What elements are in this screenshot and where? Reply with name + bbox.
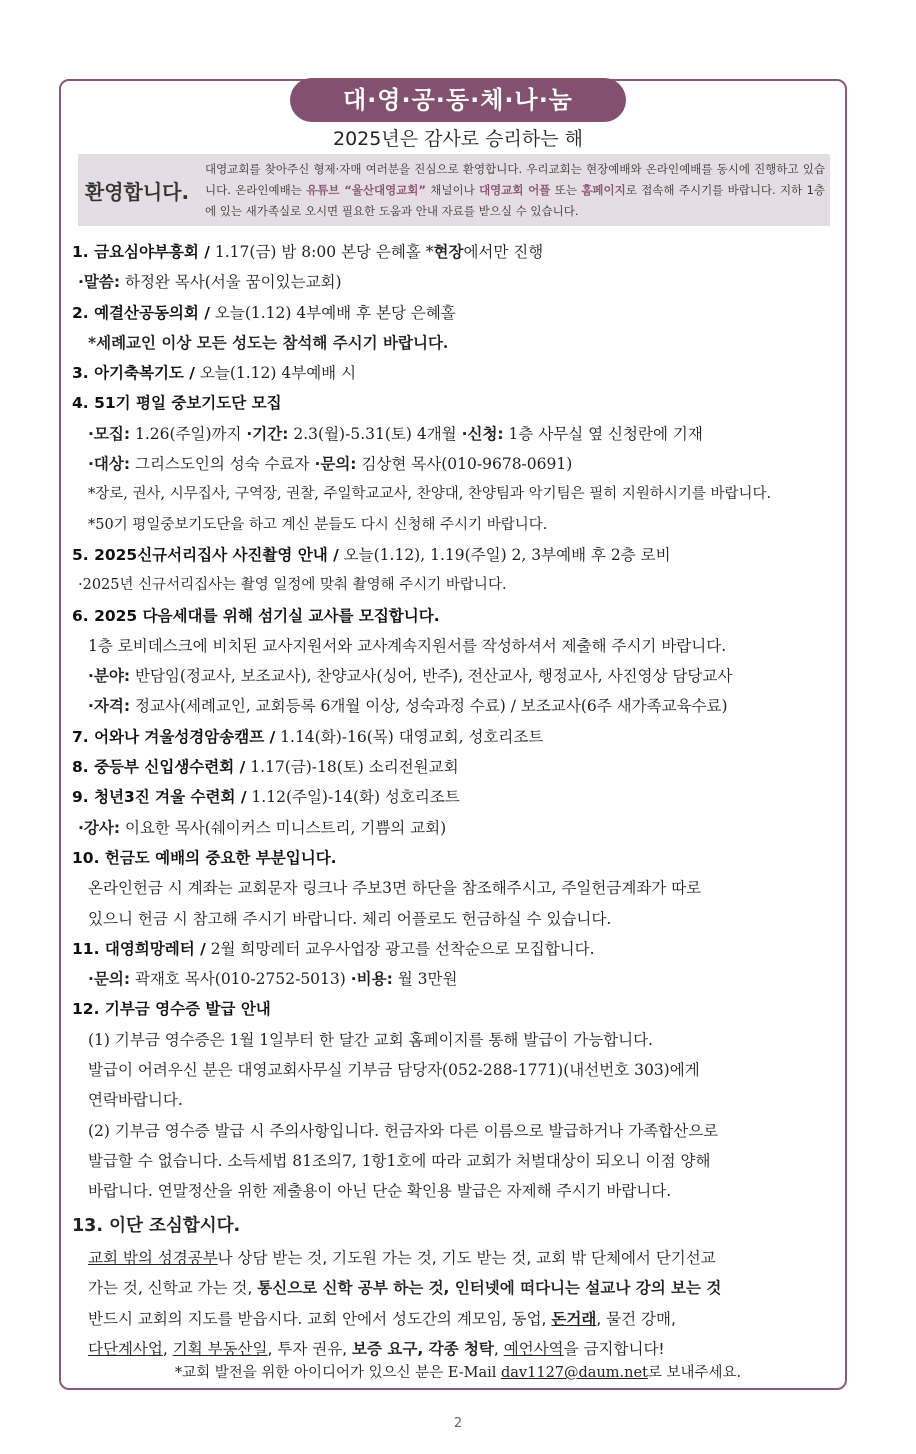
item-10-detail: 온라인헌금 시 계좌는 교회문자 링크나 주보3면 하단을 참조해주시고, 주일헌금계좌가 따로	[88, 879, 702, 898]
welcome-text-part: 대영교회를 찾아주신 형제·자매 여러분을 진심으로 환영합니다. 우리교회는 현장예배와 온라인예배를 동시에 진행하고 있습니다. 온라인예배는	[205, 162, 825, 197]
detail-text: 을 금지합니다!	[563, 1340, 665, 1358]
item-12: 12. 기부금 영수증 발급 안내	[72, 1000, 271, 1019]
item-heading: 5. 2025신규서리집사 사진촬영 안내 /	[72, 545, 339, 564]
item-6-detail	[72, 691, 842, 721]
detail-text: 하정완 목사(서울 꿈이있는교회)	[120, 273, 342, 292]
detail-text: 1.26(주일)까지	[130, 424, 247, 443]
item-5-detail: ·2025년 신규서리집사는 촬영 일정에 맞춰 촬영해 주시기 바랍니다.	[78, 577, 507, 594]
youtube-channel: 유튜브 “울산대영교회”	[306, 183, 426, 197]
detail-text: 김상현 목사(010-9678-0691)	[356, 455, 573, 474]
item-heading: 1. 금요심야부흥회 /	[72, 243, 210, 261]
detail-text: 교회 밖의 성경공부	[88, 1248, 218, 1267]
welcome-text-part: 또는	[550, 183, 582, 197]
item-4-detail	[72, 449, 842, 479]
item-12-detail: 연락바랍니다.	[88, 1091, 183, 1110]
detail-label: ·분야:	[88, 667, 131, 686]
item-text: 1.14(화)-16(목) 대영교회, 성호리조트	[275, 727, 544, 746]
item-11	[72, 934, 842, 964]
detail-text: ,	[493, 1340, 504, 1358]
item-1	[72, 237, 842, 267]
detail-text: 예언사역	[503, 1340, 564, 1358]
item-text: 2월 희망레터 교우사업장 광고를 선착순으로 모집합니다.	[205, 939, 595, 958]
item-5	[72, 540, 842, 570]
item-text: 에서만 진행	[463, 243, 544, 261]
item-3	[72, 358, 842, 388]
detail-text: , 투자 권유,	[267, 1340, 353, 1358]
detail-text: 다단계사업	[88, 1340, 163, 1358]
page-number: 2	[453, 1416, 463, 1431]
item-10-detail: 있으니 헌금 시 참고해 주시기 바랍니다. 체리 어플로도 헌금하실 수 있습니다.	[88, 909, 612, 928]
detail-text: 월 3만원	[392, 970, 458, 989]
item-4-note: *50기 평일중보기도단을 하고 계신 분들도 다시 신청해 주시기 바랍니다.	[88, 516, 548, 533]
detail-text: 가는 것, 신학교 가는 것,	[88, 1279, 258, 1297]
item-12-detail: (2) 기부금 영수증 발급 시 주의사항입니다. 헌금자와 다른 이름으로 발급하거나 가족합산으로	[88, 1121, 719, 1140]
item-12-detail: (1) 기부금 영수증은 1월 1일부터 한 달간 교회 홈페이지를 통해 발급이 가능합니다.	[88, 1030, 653, 1049]
detail-label: ·말씀:	[78, 273, 121, 292]
item-text: 1.17(금)-18(토) 소리전원교회	[245, 758, 459, 777]
detail-text: 정교사(세례교인, 교회등록 6개월 이상, 성숙과정 수료) / 보조교사(6주 새가족교육수료)	[130, 697, 728, 716]
item-7	[72, 722, 842, 752]
item-heading: 3. 아기축복기도 /	[72, 364, 195, 383]
item-12-detail: 발급할 수 없습니다. 소득세법 81조의7, 1항1호에 따라 교회가 처벌대상이 되오니 이점 양해	[88, 1151, 711, 1170]
item-text: 1.12(주일)-14(화) 성호리조트	[246, 788, 460, 807]
item-4-detail	[72, 419, 842, 449]
detail-label: ·문의:	[88, 970, 131, 989]
item-12-detail: 발급이 어려우신 분은 대영교회사무실 기부금 담당자(052-288-1771)(내선번호 303)에게	[88, 1061, 700, 1080]
page-subtitle: 2025년은 감사로 승리하는 해	[332, 128, 583, 150]
item-4: 4. 51기 평일 중보기도단 모집	[72, 394, 282, 413]
item-11-detail	[72, 964, 842, 994]
detail-text: 이요한 목사(쉐이커스 미니스트리, 기쁨의 교회)	[120, 818, 447, 837]
item-heading: 8. 중등부 신입생수련회 /	[72, 758, 246, 777]
item-6-detail: 1층 로비데스크에 비치된 교사지원서와 교사계속지원서를 작성하셔서 제출해 주시기 바랍니다.	[88, 636, 727, 655]
detail-label: ·모집:	[88, 424, 131, 443]
item-4-note: *장로, 권사, 시무집사, 구역장, 권찰, 주일학교교사, 찬양대, 찬양팀과 악기팀은 필히 지원하시기를 바랍니다.	[88, 486, 772, 503]
welcome-box	[78, 154, 830, 226]
item-heading: 9. 청년3진 겨울 수련회 /	[72, 788, 247, 807]
detail-label: ·대상:	[88, 455, 131, 474]
announcements	[72, 237, 842, 1365]
detail-text: 2.3(월)-5.31(토) 4개월	[288, 424, 462, 443]
item-13-detail	[72, 1334, 842, 1365]
item-13-detail	[72, 1273, 842, 1304]
item-13-detail	[72, 1243, 842, 1274]
item-text: 오늘(1.12), 1.19(주일) 2, 3부예배 후 2층 로비	[338, 545, 671, 564]
detail-text: 그리스도인의 성숙 수료자	[130, 455, 315, 474]
detail-text: 보증 요구, 각종 청탁	[352, 1340, 494, 1358]
detail-text: 1층 사무실 옆 신청란에 기재	[503, 424, 703, 443]
detail-text: ,	[162, 1340, 173, 1358]
item-text: 1.17(금) 밤 8:00 본당 은혜홀 *	[209, 243, 434, 261]
welcome-label: 환영합니다.	[84, 179, 190, 204]
church-app: 대영교회 어플	[479, 183, 551, 197]
page-title: 대·영·공·동·체·나·눔	[290, 78, 626, 122]
item-10: 10. 헌금도 예배의 중요한 부분입니다.	[72, 848, 337, 867]
detail-text: 돈거래	[551, 1309, 597, 1328]
item-6-detail	[72, 661, 842, 691]
item-heading: 11. 대영희망레터 /	[72, 939, 206, 958]
item-13-detail	[72, 1304, 842, 1335]
item-2	[72, 298, 842, 328]
item-heading: 7. 어와나 겨울성경암송캠프 /	[72, 727, 276, 746]
detail-label: ·비용:	[350, 970, 393, 989]
footer-text: *교회 발전을 위한 아이디어가 있으신 분은 E-Mail	[174, 1365, 501, 1381]
item-13: 13. 이단 조심합시다.	[72, 1215, 241, 1236]
detail-text: 반담임(정교사, 보조교사), 찬양교사(싱어, 반주), 전산교사, 행정교사, 사진영상 담당교사	[130, 667, 733, 686]
email-link[interactable]: dav1127@daum.net	[501, 1365, 648, 1381]
item-text: 현장	[433, 243, 464, 261]
item-9-detail	[72, 813, 842, 843]
item-1-detail	[72, 267, 842, 297]
item-8	[72, 752, 842, 782]
welcome-text-part: 채널이나	[425, 183, 480, 197]
footer-text: 로 보내주세요.	[647, 1365, 742, 1381]
item-12-detail: 바랍니다. 연말정산을 위한 제출용이 아닌 단순 확인용 발급은 자제해 주시기 바랍니다.	[88, 1182, 672, 1201]
detail-label: ·문의:	[314, 455, 357, 474]
detail-label: ·자격:	[88, 697, 131, 716]
welcome-text	[205, 159, 825, 222]
footer-note	[0, 1361, 916, 1382]
detail-text: 기획 부동산일	[172, 1340, 268, 1358]
detail-text: , 물건 강매,	[596, 1309, 676, 1328]
detail-text: 곽재호 목사(010-2752-5013)	[130, 970, 351, 989]
item-text: 오늘(1.12) 4부예배 후 본당 은혜홀	[209, 303, 456, 322]
detail-text: 나 상담 받는 것, 기도원 가는 것, 기도 받는 것, 교회 밖 단체에서 단기선교	[217, 1248, 716, 1267]
item-text: 오늘(1.12) 4부예배 시	[194, 364, 357, 383]
homepage: 홈페이지	[581, 183, 626, 197]
item-2-detail: *세례교인 이상 모든 성도는 참석해 주시기 바랍니다.	[88, 332, 449, 352]
detail-label: ·기간:	[246, 424, 289, 443]
detail-text: 통신으로 신학 공부 하는 것, 인터넷에 떠다니는 설교나 강의 보는 것	[257, 1279, 722, 1297]
welcome-text-part: 로 접속해 주시기를 바랍니다. 지하 1층에 있는 새가족실로 오시면 필요한 도움과 안내 자료를 받으실 수 있습니다.	[205, 183, 826, 218]
item-heading: 2. 예결산공동의회 /	[72, 303, 210, 322]
detail-text: 반드시 교회의 지도를 받읍시다. 교회 안에서 성도간의 계모임, 동업,	[88, 1309, 552, 1328]
item-9	[72, 782, 842, 812]
detail-label: ·신청:	[461, 424, 504, 443]
detail-label: ·강사:	[78, 818, 121, 837]
item-6: 6. 2025 다음세대를 위해 섬기실 교사를 모집합니다.	[72, 606, 440, 625]
